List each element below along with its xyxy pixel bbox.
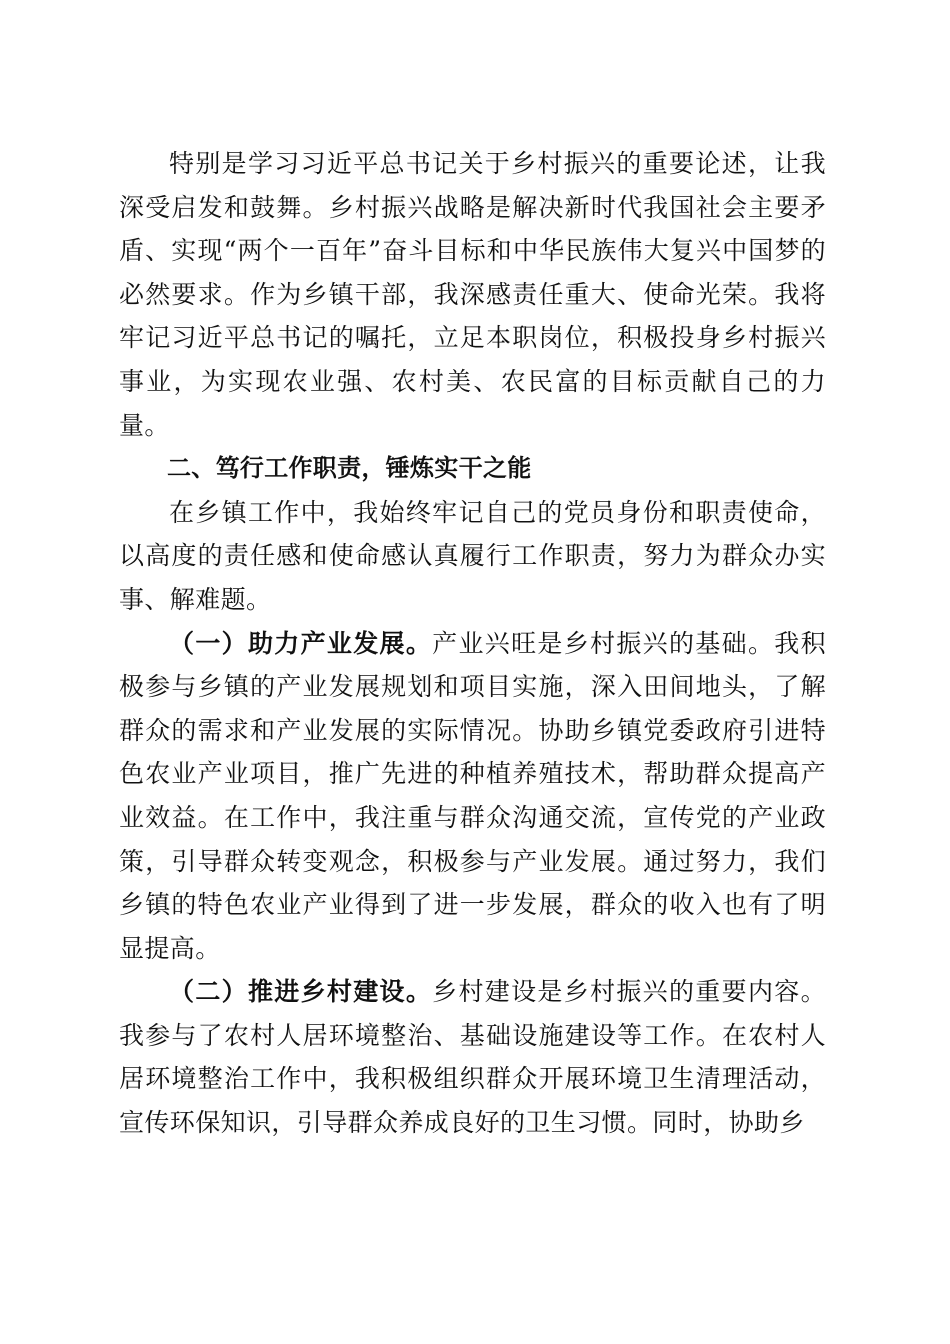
section-heading-2: 二、笃行工作职责，锤炼实干之能 — [167, 454, 532, 483]
paragraph-rural-revitalization-study: 特别是学习习近平总书记关于乡村振兴的重要论述，让我深受启发和鼓舞。乡村振兴战略是解决新时代我国社会主要矛盾、实现“两个一百年”奋斗目标和中华民族伟大复兴中国梦的必然要求。作为乡镇干部，我深感责任重大、使命光荣。我将牢记习近平总书记的嘱托，立足本职岗位，积极投身乡村振兴事业，为实现农业强、农村美、农民富的目标贡献自己的力量。 — [119, 149, 826, 440]
paragraph-rural-construction — [119, 970, 826, 1144]
subheading-industry-development: （一）助力产业发展。 — [169, 628, 433, 658]
paragraph-industry-development — [119, 622, 826, 971]
document-body — [119, 142, 826, 1145]
industry-development-text: 产业兴旺是乡村振兴的基础。我积极参与乡镇的产业发展规划和项目实施，深入田间地头，了解群众的需求和产业发展的实际情况。协助乡镇党委政府引进特色农业产业项目，推广先进的种植养殖技术，帮助群众提高产业效益。在工作中，我注重与群众沟通交流，宣传党的产业政策，引导群众转变观念，积极参与产业发展。通过努力，我们乡镇的特色农业产业得到了进一步发展，群众的收入也有了明显提高。 — [119, 628, 826, 963]
subheading-rural-construction: （二）推进乡村建设。 — [169, 977, 433, 1007]
paragraph-work-duties: 在乡镇工作中，我始终牢记自己的党员身份和职责使命，以高度的责任感和使命感认真履行工作职责，努力为群众办实事、解难题。 — [119, 497, 826, 614]
rural-construction-text: 乡村建设是乡村振兴的重要内容。我参与了农村人居环境整治、基础设施建设等工作。在农村人居环境整治工作中，我积极组织群众开展环境卫生清理活动，宣传环保知识，引导群众养成良好的卫生习惯。同时，协助乡 — [119, 977, 826, 1138]
